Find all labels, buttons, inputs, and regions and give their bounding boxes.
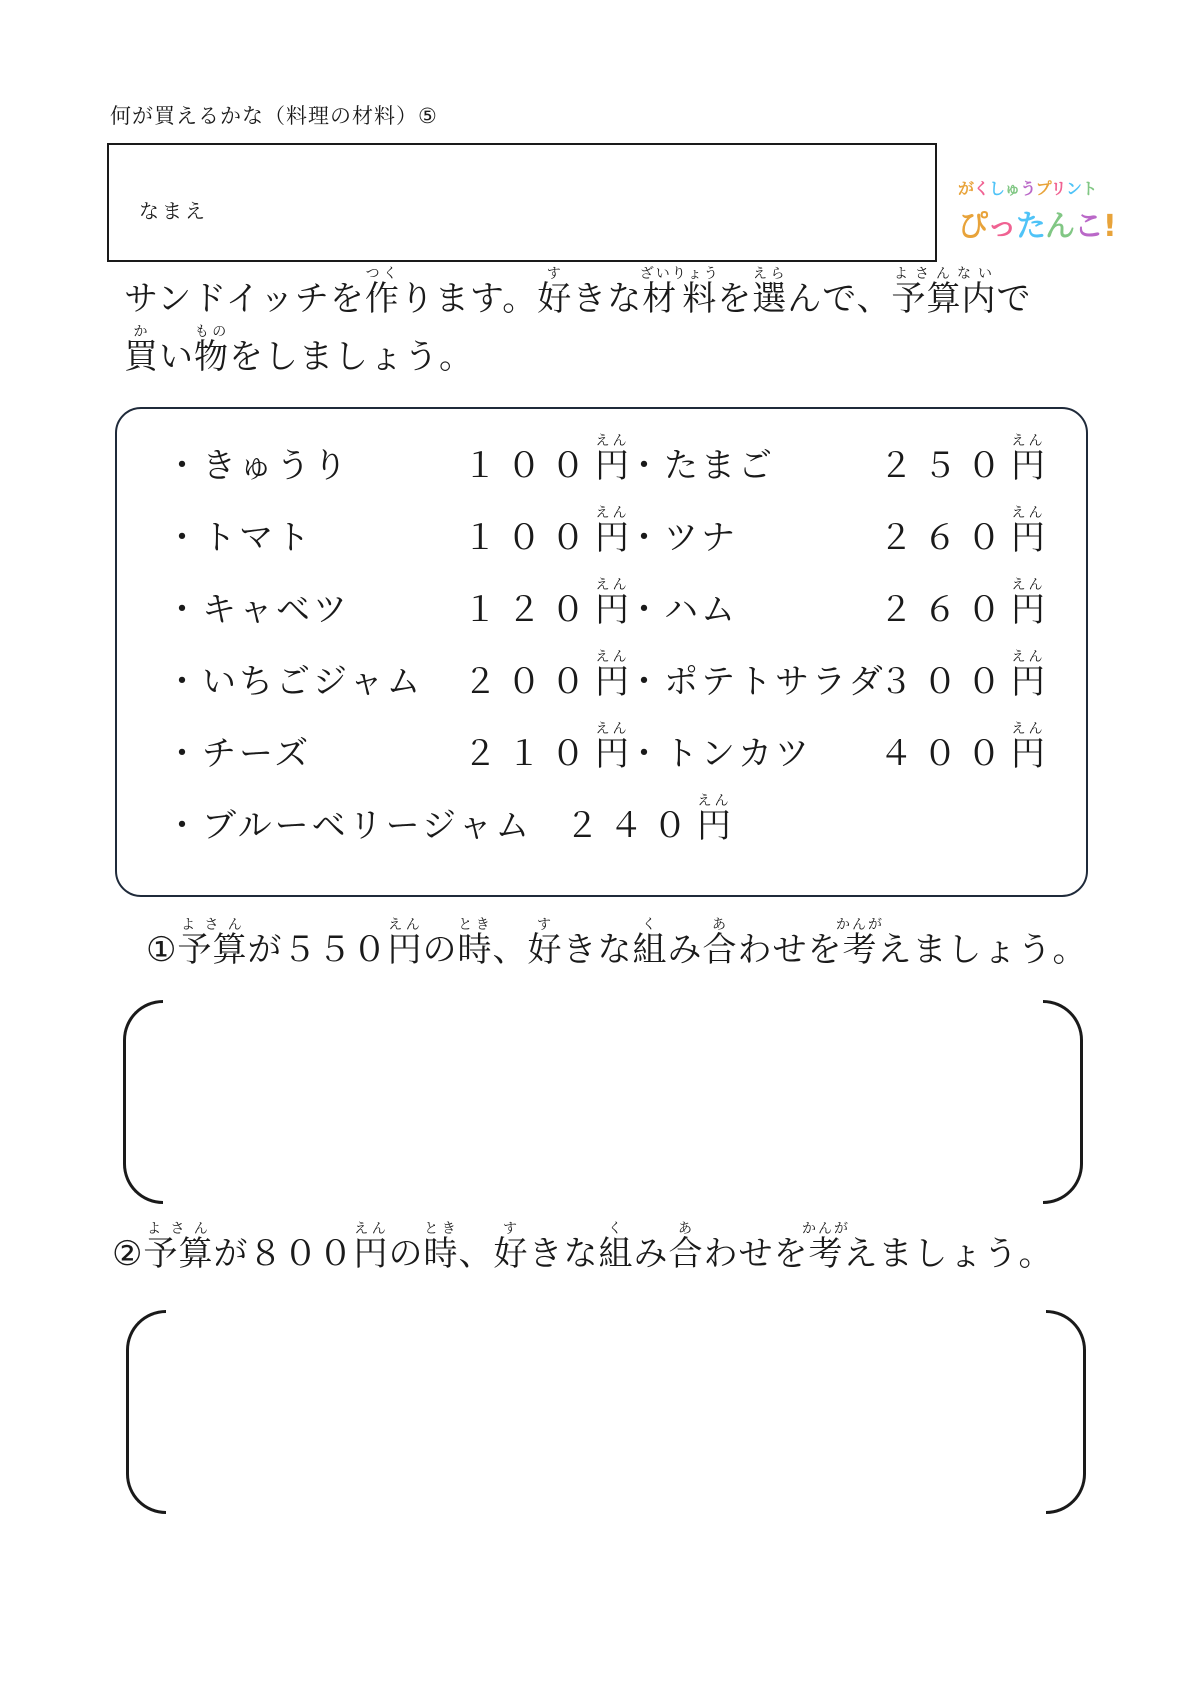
furigana: とき xyxy=(423,1221,459,1237)
menu-item-name: ・トマト xyxy=(165,518,313,558)
question-text: きな xyxy=(528,1234,599,1274)
menu-item xyxy=(165,427,635,487)
instruction-text: をしましょう。 xyxy=(229,337,474,377)
instruction-ruby-word: 選えら xyxy=(752,266,788,319)
question-ruby-word: 時とき xyxy=(457,917,493,970)
question-ruby-word: 合あ xyxy=(702,917,738,970)
furigana: えん xyxy=(1011,577,1045,593)
yen-unit: 円えん xyxy=(595,649,629,702)
name-field[interactable] xyxy=(107,143,937,262)
logo-top-text xyxy=(958,176,1108,199)
menu-item xyxy=(165,643,635,703)
question-ruby-word: 考かんが xyxy=(835,917,884,970)
menu-item-name: ・チーズ xyxy=(165,734,312,774)
logo-letter: ! xyxy=(1103,209,1116,244)
menu-item-name: ・ツナ xyxy=(627,518,738,558)
instruction-text: サンドイッチを xyxy=(124,279,365,319)
question-ruby-word: 時とき xyxy=(423,1221,459,1274)
instruction-ruby-word: 物もの xyxy=(194,324,229,377)
question-text: きな xyxy=(562,930,633,970)
yen-unit: 円えん xyxy=(1011,577,1045,630)
furigana: えん xyxy=(595,577,629,593)
question-ruby-word: 円えん xyxy=(387,917,423,970)
menu-item-price xyxy=(463,433,629,487)
logo-letter: く xyxy=(973,179,990,198)
furigana: く xyxy=(598,1221,634,1237)
question-text: み xyxy=(633,1234,669,1274)
furigana: す xyxy=(537,266,573,282)
logo-letter: ン xyxy=(1065,179,1082,198)
menu-item-name: ・ハム xyxy=(627,590,738,630)
furigana: つく xyxy=(364,266,400,282)
question-ruby-word: 好す xyxy=(493,1221,529,1274)
menu-item-name: ・いちごジャム xyxy=(165,662,424,702)
furigana: かんが xyxy=(835,917,884,933)
ingredient-menu xyxy=(115,407,1088,897)
menu-item xyxy=(165,499,635,559)
furigana: かんが xyxy=(801,1221,850,1237)
logo-main-text xyxy=(958,201,1116,245)
question-text: ① xyxy=(146,930,178,970)
question-ruby-word: 考かんが xyxy=(801,1221,850,1274)
furigana: えん xyxy=(595,649,629,665)
question-text: が５５０ xyxy=(247,930,388,970)
instruction-text: きな xyxy=(572,279,643,319)
furigana: あ xyxy=(668,1221,704,1237)
logo-letter: こ xyxy=(1074,209,1103,244)
instruction-text: を xyxy=(717,279,753,319)
instruction-text: い xyxy=(159,337,194,377)
furigana: く xyxy=(632,917,668,933)
yen-unit: 円えん xyxy=(1011,433,1045,486)
question-text: ② xyxy=(112,1234,144,1274)
menu-item-name: ・トンカツ xyxy=(627,734,812,774)
furigana: えん xyxy=(595,433,629,449)
logo-letter: ゅ xyxy=(1004,179,1021,198)
logo-letter: ト xyxy=(1081,179,1097,198)
menu-item-name: ・きゅうり xyxy=(165,446,350,486)
furigana: ざいりょう xyxy=(639,266,720,282)
logo-letter: う xyxy=(1020,179,1036,198)
question-text: わせを xyxy=(703,1234,809,1274)
logo-letter: が xyxy=(958,179,974,198)
menu-item xyxy=(165,787,731,847)
furigana: か xyxy=(124,324,159,340)
menu-item xyxy=(627,715,1097,775)
question-ruby-word: 円えん xyxy=(353,1221,389,1274)
menu-item xyxy=(627,643,1097,703)
menu-item-price-value: ２６０ xyxy=(879,590,1011,630)
question-ruby-word: 組く xyxy=(598,1221,634,1274)
furigana: もの xyxy=(194,324,229,340)
menu-item-price-value: ２６０ xyxy=(879,518,1011,558)
menu-item-price-value: ２５０ xyxy=(879,446,1011,486)
yen-unit: 円えん xyxy=(595,505,629,558)
instruction-line-2 xyxy=(124,324,474,378)
menu-item-price-value: ２００ xyxy=(463,662,595,702)
yen-unit: 円えん xyxy=(595,433,629,486)
answer-bracket-left-1 xyxy=(123,1000,163,1204)
furigana: えん xyxy=(1011,649,1045,665)
question-text: えましょう。 xyxy=(877,930,1088,970)
menu-item-price-value: ２４０ xyxy=(565,806,697,846)
furigana: よさん xyxy=(177,917,248,933)
furigana: す xyxy=(493,1221,529,1237)
logo xyxy=(958,176,1116,246)
menu-item xyxy=(627,571,1097,631)
question-text: 、 xyxy=(458,1234,494,1274)
menu-item-price xyxy=(879,721,1045,775)
furigana: えん xyxy=(1011,433,1045,449)
logo-letter: っ xyxy=(987,209,1016,244)
furigana: えん xyxy=(1011,721,1045,737)
logo-letter: し xyxy=(989,179,1005,198)
instruction-ruby-word: 材料ざいりょう xyxy=(639,266,720,319)
yen-unit: 円えん xyxy=(697,793,731,846)
menu-item-price xyxy=(463,577,629,631)
instruction-ruby-word: 買か xyxy=(124,324,159,377)
furigana: す xyxy=(527,917,563,933)
furigana: よさんない xyxy=(891,266,997,282)
logo-letter: リ xyxy=(1050,179,1066,198)
menu-item-price-value: １００ xyxy=(463,446,595,486)
menu-item-name: ・たまご xyxy=(627,446,775,486)
instruction-ruby-word: 好す xyxy=(537,266,573,319)
menu-item-price xyxy=(463,505,629,559)
answer-bracket-left-2 xyxy=(126,1310,166,1514)
menu-item-price xyxy=(463,721,629,775)
question-ruby-word: 組く xyxy=(632,917,668,970)
logo-letter: ぴ xyxy=(958,209,987,244)
question-text: が８００ xyxy=(213,1234,354,1274)
question-ruby-word: 合あ xyxy=(668,1221,704,1274)
answer-area-2[interactable] xyxy=(170,1320,1030,1504)
menu-item-price xyxy=(565,793,731,847)
menu-item xyxy=(627,499,1097,559)
yen-unit: 円えん xyxy=(595,721,629,774)
question-2 xyxy=(112,1221,1053,1275)
logo-letter: た xyxy=(1016,209,1045,244)
yen-unit: 円えん xyxy=(1011,721,1045,774)
question-ruby-word: 予算よさん xyxy=(177,917,248,970)
furigana: えら xyxy=(752,266,788,282)
logo-letter: ん xyxy=(1045,209,1074,244)
answer-area-1[interactable] xyxy=(170,1010,1030,1194)
menu-item-name: ・ポテトサラダ xyxy=(627,662,886,702)
menu-item-price-value: ４００ xyxy=(879,734,1011,774)
furigana: あ xyxy=(702,917,738,933)
instruction-ruby-word: 作つく xyxy=(364,266,400,319)
logo-letter: プ xyxy=(1035,179,1051,198)
menu-item xyxy=(165,571,635,631)
question-ruby-word: 好す xyxy=(527,917,563,970)
menu-item-price-value: ３００ xyxy=(879,662,1011,702)
question-text: 、 xyxy=(492,930,528,970)
furigana: えん xyxy=(353,1221,389,1237)
menu-item-price xyxy=(879,577,1045,631)
question-ruby-word: 予算よさん xyxy=(143,1221,214,1274)
menu-item-price-value: ２１０ xyxy=(463,734,595,774)
furigana: えん xyxy=(595,505,629,521)
menu-item xyxy=(165,715,635,775)
furigana: えん xyxy=(595,721,629,737)
question-1 xyxy=(146,917,1087,971)
answer-bracket-right-2 xyxy=(1046,1310,1086,1514)
answer-bracket-right-1 xyxy=(1043,1000,1083,1204)
instruction-line-1 xyxy=(124,266,1032,320)
menu-item-price-value: １２０ xyxy=(463,590,595,630)
question-text: み xyxy=(667,930,703,970)
question-text: の xyxy=(422,930,458,970)
furigana: えん xyxy=(1011,505,1045,521)
furigana: とき xyxy=(457,917,493,933)
yen-unit: 円えん xyxy=(595,577,629,630)
furigana: よさん xyxy=(143,1221,214,1237)
instruction-text: んで、 xyxy=(787,279,892,319)
name-label: なまえ xyxy=(139,199,208,223)
menu-item-price xyxy=(879,433,1045,487)
worksheet-title: 何が買えるかな（料理の材料）⑤ xyxy=(110,104,438,128)
question-text: わせを xyxy=(737,930,843,970)
menu-item-name: ・キャベツ xyxy=(165,590,350,630)
menu-item-price xyxy=(879,505,1045,559)
question-text: の xyxy=(388,1234,424,1274)
instruction-text: ります。 xyxy=(399,279,538,319)
furigana: えん xyxy=(387,917,423,933)
menu-item-name: ・ブルーベリージャム xyxy=(165,806,533,846)
question-text: えましょう。 xyxy=(843,1234,1054,1274)
menu-item-price-value: １００ xyxy=(463,518,595,558)
yen-unit: 円えん xyxy=(1011,505,1045,558)
yen-unit: 円えん xyxy=(1011,649,1045,702)
instruction-ruby-word: 予算内よさんない xyxy=(891,266,997,319)
furigana: えん xyxy=(697,793,731,809)
menu-item xyxy=(627,427,1097,487)
menu-item-price xyxy=(463,649,629,703)
instruction-text: で xyxy=(996,279,1032,319)
menu-item-price xyxy=(879,649,1045,703)
